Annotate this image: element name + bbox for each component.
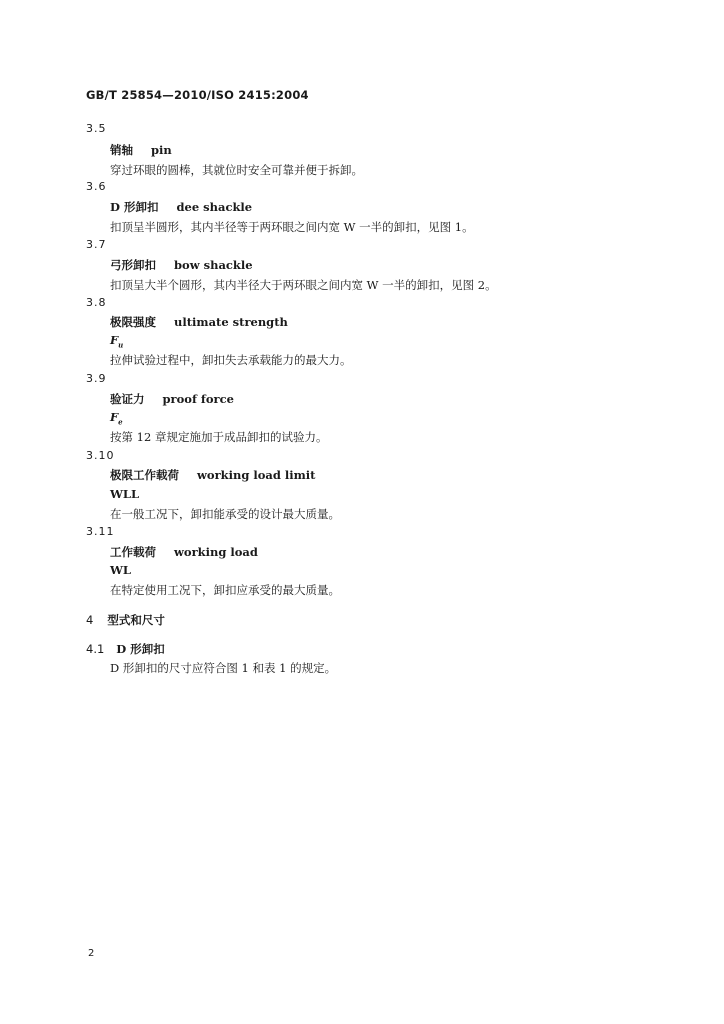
term-zh: 极限工作载荷: [110, 468, 179, 482]
term-heading: [110, 314, 288, 330]
term-definition: 拉伸试验过程中，卸扣失去承载能力的最大力。: [110, 353, 352, 367]
term-heading: [110, 142, 172, 158]
clause-number: 3.6: [86, 180, 107, 193]
term-symbol: $F_e$: [110, 410, 123, 427]
term-symbol: $F_u$: [110, 333, 124, 350]
term-en: pin: [151, 143, 172, 157]
subsection-title: D 形卸扣: [116, 642, 165, 656]
term-en: dee shackle: [176, 200, 253, 214]
term-zh: D 形卸扣: [110, 200, 159, 214]
term-heading: [110, 467, 316, 483]
clause-number: 3.11: [86, 525, 115, 538]
term-zh: 极限强度: [110, 315, 156, 329]
term-en: proof force: [162, 392, 234, 406]
clause-number: 3.8: [86, 296, 107, 309]
clause-number: 3.9: [86, 372, 107, 385]
section-number: 4: [86, 613, 94, 627]
term-definition: 扣顶呈半圆形，其内半径等于两环眼之间内宽 W 一半的卸扣，见图 1。: [110, 220, 474, 234]
term-abbreviation: WL: [110, 563, 132, 577]
term-abbreviation: WLL: [110, 487, 140, 501]
clause-number: 3.5: [86, 122, 107, 135]
term-en: ultimate strength: [174, 315, 288, 329]
subsection-text: D 形卸扣的尺寸应符合图 1 和表 1 的规定。: [110, 661, 337, 675]
term-zh: 销轴: [110, 143, 133, 157]
term-zh: 弓形卸扣: [110, 258, 156, 272]
section-heading: [86, 612, 165, 628]
term-zh: 工作载荷: [110, 545, 156, 559]
standard-header: GB/T 25854—2010/ISO 2415:2004: [86, 88, 309, 102]
clause-number: 3.7: [86, 238, 107, 251]
term-zh: 验证力: [110, 392, 145, 406]
term-en: working load limit: [197, 468, 316, 482]
subsection-heading: [86, 641, 165, 657]
term-heading: [110, 199, 252, 215]
term-heading: [110, 391, 234, 407]
section-title: 型式和尺寸: [107, 613, 165, 627]
term-definition: 按第 12 章规定施加于成品卸扣的试验力。: [110, 430, 328, 444]
term-en: working load: [174, 545, 258, 559]
term-definition: 穿过环眼的圆棒，其就位时安全可靠并便于拆卸。: [110, 163, 363, 177]
term-heading: [110, 544, 258, 560]
term-heading: [110, 257, 253, 273]
term-en: bow shackle: [174, 258, 253, 272]
subsection-number: 4.1: [86, 642, 105, 656]
clause-number: 3.10: [86, 449, 115, 462]
page-number: 2: [88, 948, 95, 959]
term-definition: 扣顶呈大半个圆形，其内半径大于两环眼之间内宽 W 一半的卸扣，见图 2。: [110, 278, 497, 292]
term-definition: 在特定使用工况下，卸扣应承受的最大质量。: [110, 583, 340, 597]
term-definition: 在一般工况下，卸扣能承受的设计最大质量。: [110, 507, 340, 521]
